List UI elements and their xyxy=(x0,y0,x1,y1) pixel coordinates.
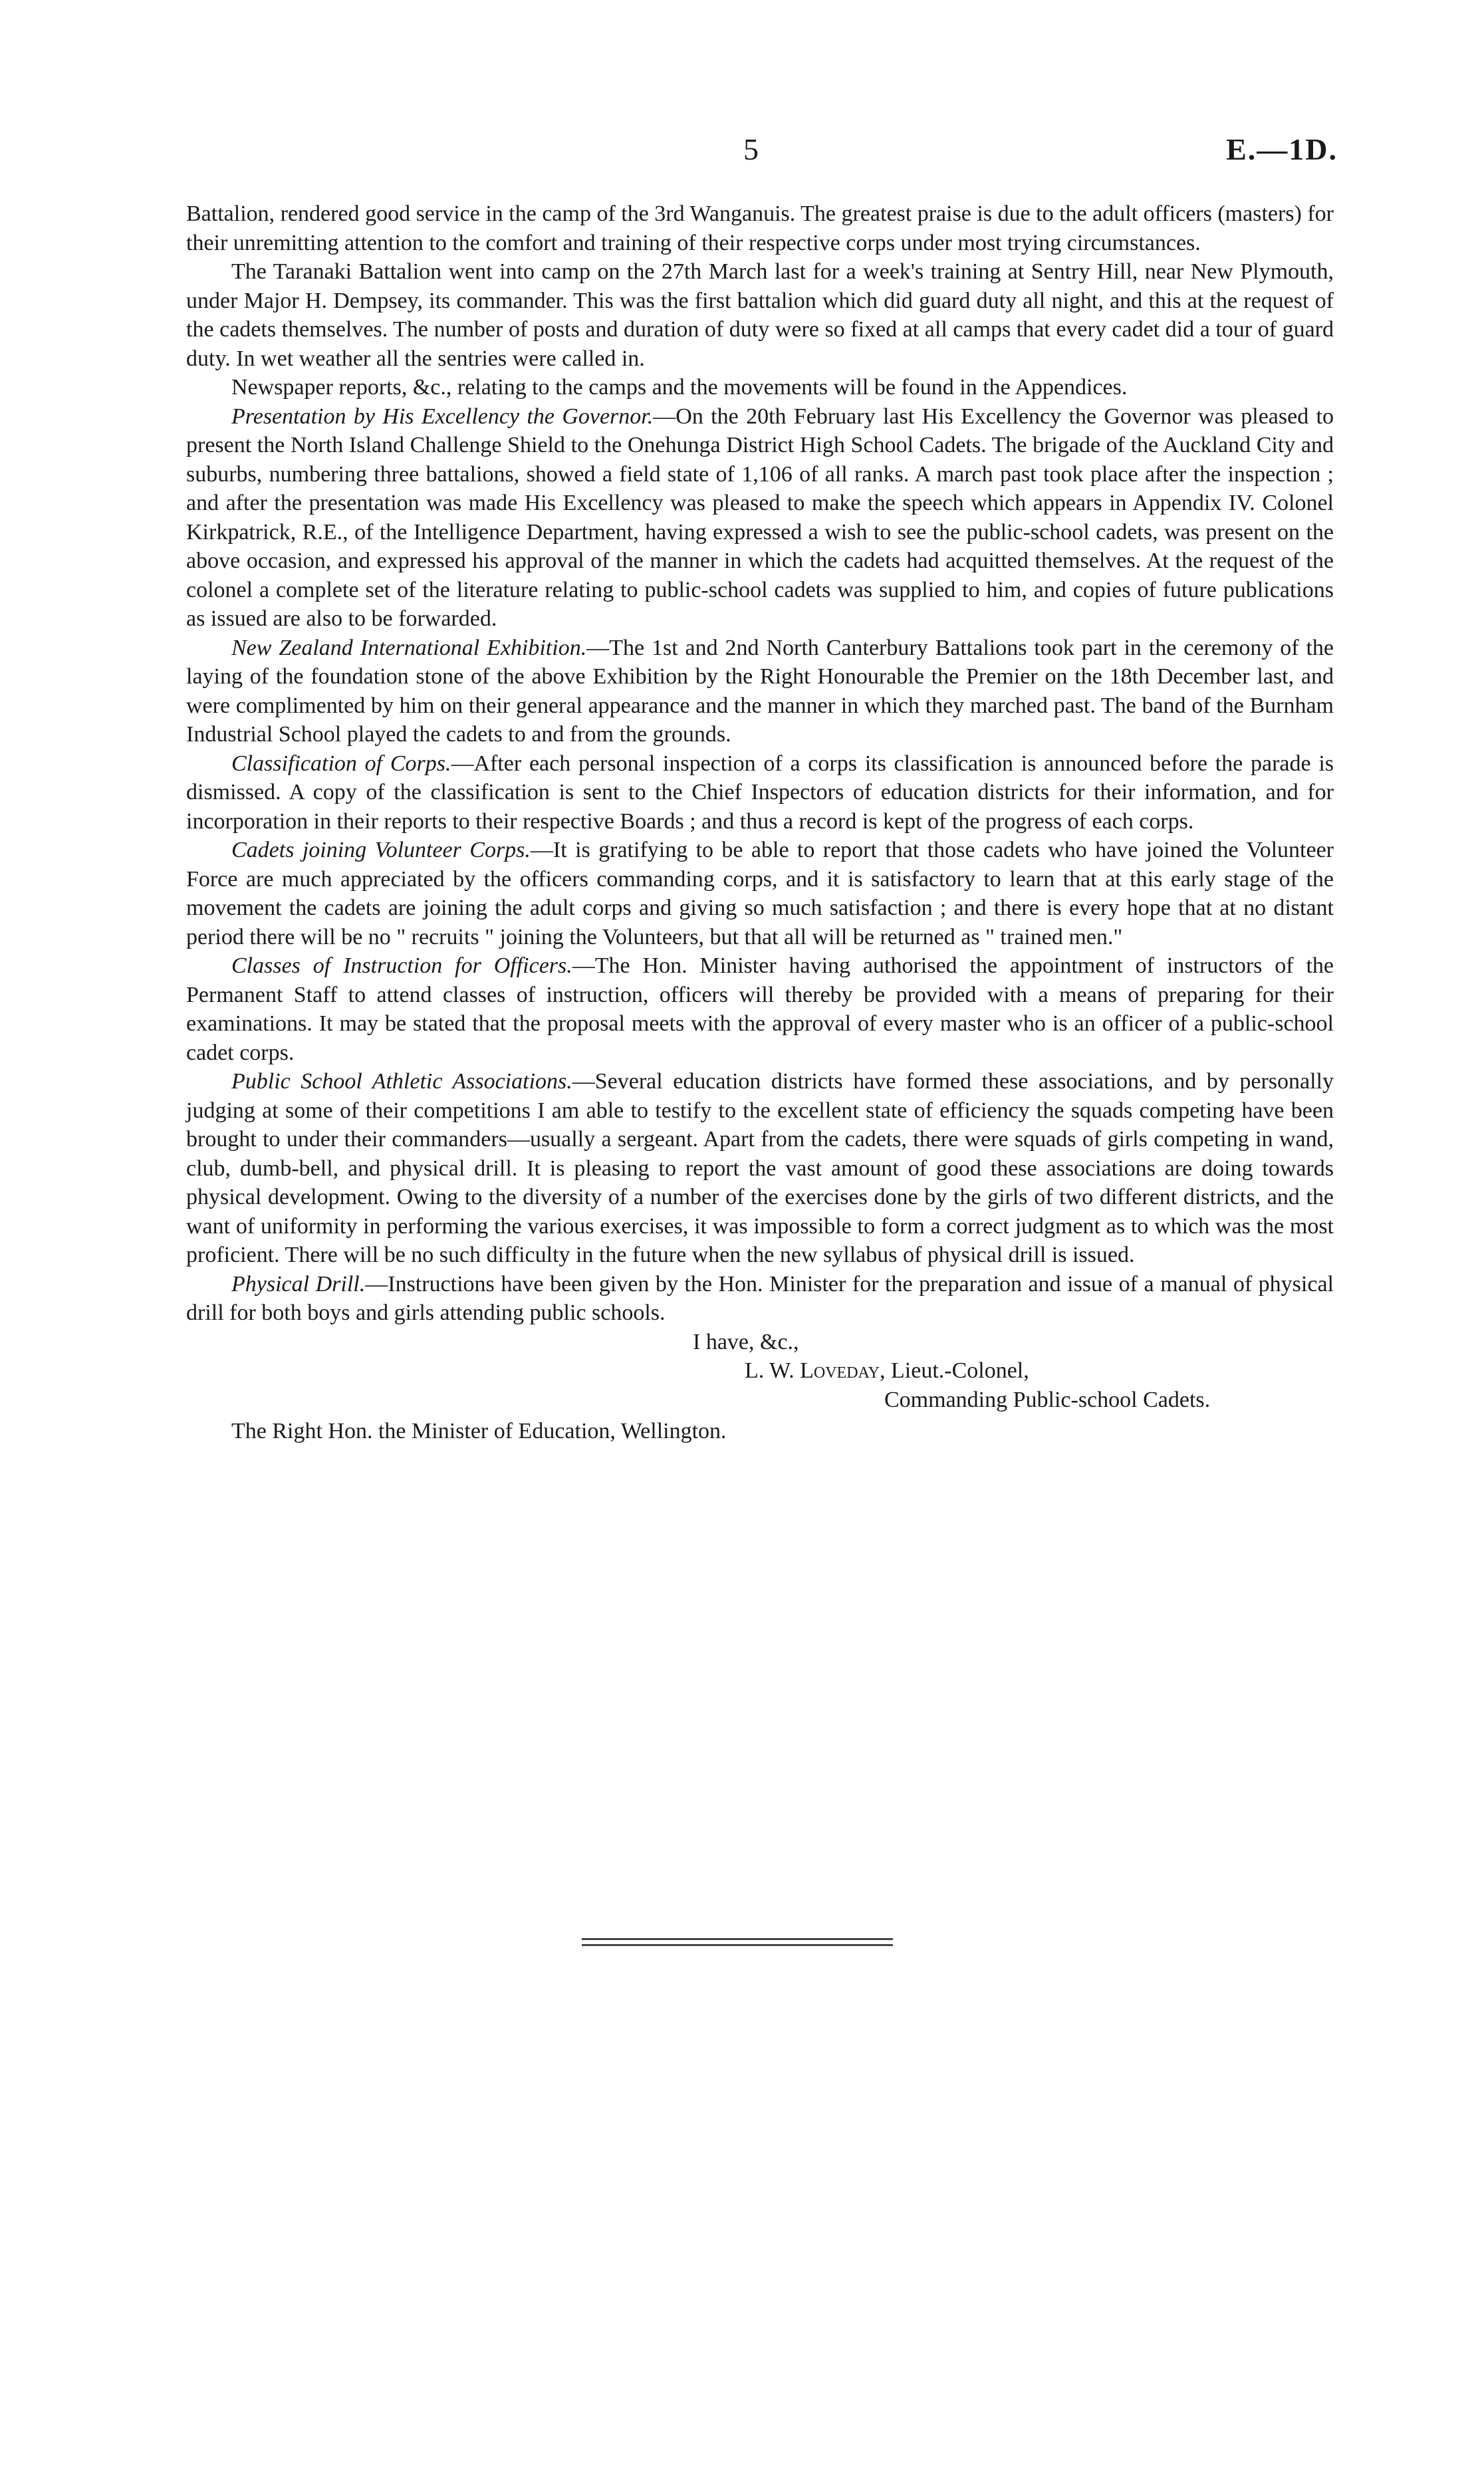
page-number: 5 xyxy=(743,132,759,166)
paragraph-heading: Public School Athletic Associations. xyxy=(231,1069,572,1094)
signature-title: Commanding Public-school Cadets. xyxy=(884,1387,1211,1412)
report-body xyxy=(186,199,1334,1446)
paragraph-heading: Classes of Instruction for Officers. xyxy=(231,953,572,978)
paragraph xyxy=(186,199,1334,257)
paragraph xyxy=(186,1270,1334,1328)
paragraph xyxy=(186,749,1334,836)
paragraph-heading: Physical Drill. xyxy=(231,1271,366,1296)
paragraph xyxy=(186,634,1334,749)
paragraph xyxy=(186,1067,1334,1270)
page-reference: E.—1D. xyxy=(1226,132,1338,166)
paragraph-text: —It is gratifying to be able to report that those cadets who have joined the Volunteer Force are much appreciated by the officers commanding corps, and it is satisfactory to learn that at this early stage of the movement the cadets are joining the adult corps and giving so much satisfaction ; and there is every hope that at no distant period there will be no " recruits " joining the Volunteers, but that all will be returned as " trained men." xyxy=(186,838,1334,949)
paragraph-text: —The Hon. Minister having authorised the appointment of instructors of the Permanent Staff to attend classes of instruction, officers will thereby be provided with a means of preparing for their examinations. It may be stated that the proposal meets with the approval of every master who is an officer of a public-school cadet corps. xyxy=(186,953,1334,1065)
paragraph-text: —After each personal inspection of a corps its classification is announced before the parade is dismissed. A copy of the classification is sent to the Chief Inspectors of education districts for their information, and for incorporation in their reports to their respective Boards ; and thus a record is kept of the progress of each corps. xyxy=(186,751,1334,834)
signature-name: L. W. Loveday xyxy=(745,1358,880,1383)
closing-rule xyxy=(582,1944,893,1946)
paragraph-text: —Several education districts have formed these associations, and by personally judging at some of their competitions I am able to testify to the excellent state of efficiency the squads competing have been brought to under their commanders—usually a sergeant. Apart from the cadets, there were squads of girls competing in wand, club, dumb-bell, and physical drill. It is pleasing to report the vast amount of good these associations are doing towards physical development. Owing to the diversity of a number of the exercises done by the girls of two different districts, and the want of uniformity in performing the various exercises, it was impossible to form a correct judgment as to which was the most proficient. There will be no such difficulty in the future when the new syllabus of physical drill is issued. xyxy=(186,1069,1334,1267)
paragraph xyxy=(186,402,1334,634)
signature-name-line xyxy=(186,1356,1334,1386)
paragraph-text: —The 1st and 2nd North Canterbury Battalions took part in the ceremony of the laying of the foundation stone of the above Exhibition by the Right Honourable the Premier on the 18th December last, and were complimented by him on their general appearance and the manner in which they marched past. The band of the Burnham Industrial School played the cadets to and from the grounds. xyxy=(186,635,1334,747)
paragraph-text: —On the 20th February last His Excellency the Governor was pleased to present the North Island Challenge Shield to the Onehunga District High School Cadets. The brigade of the Auckland City and suburbs, numbering three battalions, showed a field state of 1,106 of all ranks. A march past took place after the inspection ; and after the presentation was made His Excellency was pleased to make the speech which appears in Appendix IV. Colonel Kirkpatrick, R.E., of the Intelligence Department, having expressed a wish to see the public-school cadets, was present on the above occasion, and expressed his approval of the manner in which the cadets had acquitted themselves. At the request of the colonel a complete set of the literature relating to public-school cadets was supplied to him, and copies of future publications as issued are also to be forwarded. xyxy=(186,404,1334,631)
paragraph xyxy=(186,257,1334,373)
paragraph xyxy=(186,951,1334,1067)
paragraph-heading: Classification of Corps. xyxy=(231,751,451,776)
paragraph-heading: New Zealand International Exhibition. xyxy=(231,635,587,660)
paragraph-text: Newspaper reports, &c., relating to the camps and the movements will be found in the Appendices. xyxy=(231,375,1128,400)
addressee: The Right Hon. the Minister of Education, Wellington. xyxy=(231,1419,727,1443)
signature-rank: , Lieut.-Colonel, xyxy=(880,1358,1029,1383)
signature-greeting: I have, &c., xyxy=(693,1329,799,1354)
paragraph-heading: Presentation by His Excellency the Governor. xyxy=(231,404,654,429)
closing-rule xyxy=(582,1938,893,1940)
paragraph-text: Battalion, rendered good service in the camp of the 3rd Wanganuis. The greatest praise is due to the adult officers (masters) for their unremitting attention to the comfort and training of their respective corps under most trying circumstances. xyxy=(186,201,1334,255)
paragraph xyxy=(186,836,1334,951)
paragraph-text: —Instructions have been given by the Hon. Minister for the preparation and issue of a manual of physical drill for both boys and girls attending public schools. xyxy=(186,1271,1334,1325)
paragraph xyxy=(186,373,1334,402)
paragraph-heading: Cadets joining Volunteer Corps. xyxy=(231,838,531,862)
paragraph-text: The Taranaki Battalion went into camp on the 27th March last for a week's training at Sentry Hill, near New Plymouth, under Major H. Dempsey, its commander. This was the first battalion which did guard duty all night, and this at the request of the cadets themselves. The number of posts and duration of duty were so fixed at all camps that every cadet did a tour of guard duty. In wet weather all the sentries were called in. xyxy=(186,259,1334,371)
signature-block xyxy=(186,1328,1334,1415)
